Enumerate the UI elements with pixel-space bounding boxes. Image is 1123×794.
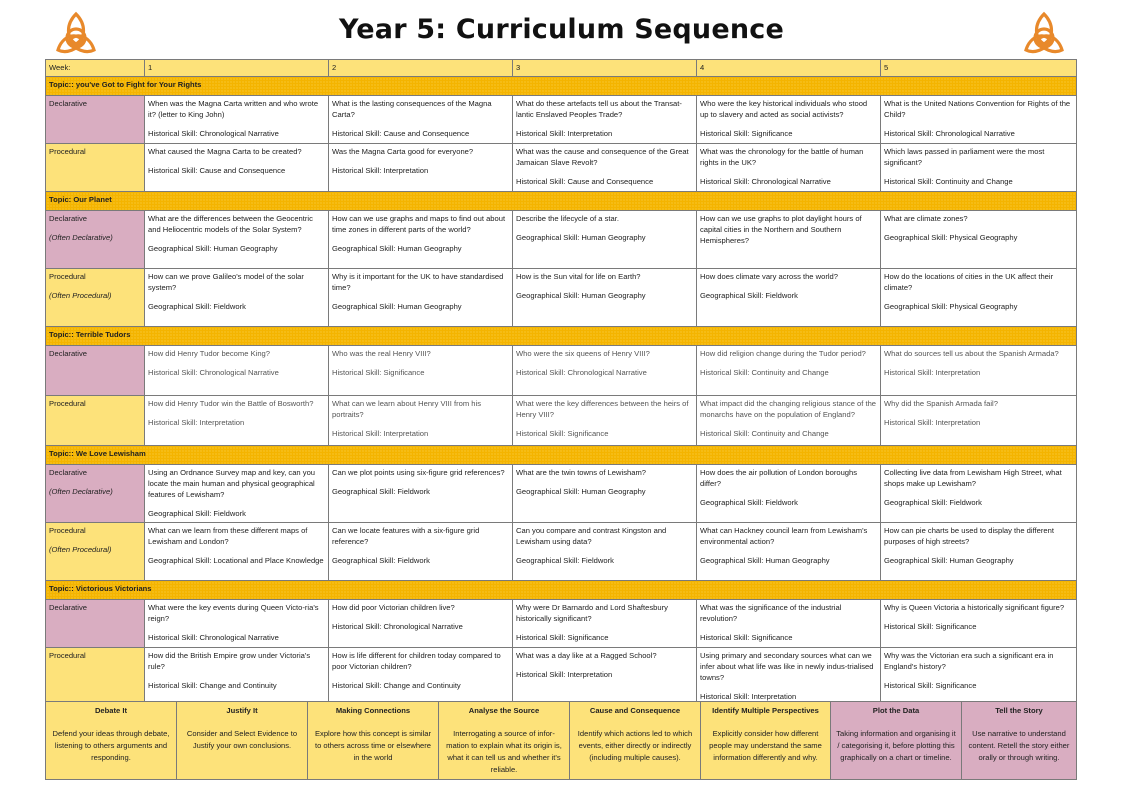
lesson-cell [697,96,881,144]
topic-bar [46,327,1077,346]
lesson-question: What was a day like at a Ragged School? [516,651,657,660]
lesson-question: What was the significance of the industrial revolution? [700,603,842,623]
lesson-skill: Geographical Skill: Fieldwork [332,487,430,496]
lesson-skill: Geographical Skill: Human Geography [516,487,646,496]
lesson-cell [513,465,697,523]
topic-title: Topic:: you've Got to Fight for Your Rights [46,77,1077,96]
lesson-question: What are the differences between the Geocentric and Heliocentric models of the Solar System? [148,214,313,234]
skill-name: Identify Multiple Perspectives [712,706,819,715]
lesson-row [46,269,1077,327]
lesson-skill: Geographical Skill: Fieldwork [332,556,430,565]
lesson-question: How did poor Victorian children live? [332,603,455,612]
lesson-skill: Geographical Skill: Human Geography [884,556,1014,565]
row-type-cell [46,523,145,581]
lesson-skill: Historical Skill: Change and Continuity [148,681,277,690]
lesson-question: Why is it important for the UK to have standardised time? [332,272,504,292]
skill-card [308,702,439,780]
skill-description: Use narrative to understand content. Retell the story either orally or through writing. [968,729,1070,762]
row-type-cell [46,96,145,144]
topic-bar [46,77,1077,96]
row-type-note: (Often Declarative) [49,233,113,242]
row-type-cell [46,648,145,705]
lesson-cell [513,600,697,648]
lesson-question: Which laws passed in parliament were the most significant? [884,147,1045,167]
lesson-cell [697,396,881,446]
skill-card [46,702,177,780]
lesson-question: What are climate zones? [884,214,968,223]
lesson-skill: Historical Skill: Interpretation [516,670,613,679]
skill-card [701,702,831,780]
lesson-question: How can pie charts be used to display the different purposes of high streets? [884,526,1054,546]
lesson-skill: Historical Skill: Significance [332,368,425,377]
lesson-cell [329,396,513,446]
lesson-cell [145,648,329,705]
lesson-cell [145,523,329,581]
row-type-label: Procedural [49,399,86,408]
skill-name: Analyse the Source [468,706,540,715]
lesson-skill: Historical Skill: Significance [700,633,793,642]
row-type-note: (Often Procedural) [49,291,112,300]
lesson-question: How is life different for children today compared to poor Victorian children? [332,651,501,671]
lesson-question: Why is Queen Victoria a historically significant figure? [884,603,1065,612]
skill-description: Interrogating a source of infor-mation to explain what its origin is, what it can tell us and whether it's reliable. [446,729,562,774]
week-number: 1 [145,60,329,77]
lesson-skill: Historical Skill: Continuity and Change [884,177,1013,186]
week-number: 5 [881,60,1077,77]
skill-card [570,702,701,780]
lesson-cell [329,465,513,523]
lesson-cell [513,144,697,192]
lesson-cell [697,211,881,269]
lesson-question: What was the cause and consequence of the Great Jamaican Slave Revolt? [516,147,689,167]
row-type-cell [46,346,145,396]
lesson-skill: Historical Skill: Cause and Consequence [148,166,286,175]
lesson-question: What were the key differences between the heirs of Henry VIII? [516,399,689,419]
lesson-question: Why were Dr Barnardo and Lord Shaftesbury historically significant? [516,603,668,623]
row-type-note: (Often Procedural) [49,545,112,554]
lesson-skill: Historical Skill: Interpretation [332,166,429,175]
lesson-skill: Geographical Skill: Fieldwork [148,509,246,518]
lesson-skill: Historical Skill: Chronological Narrative [884,129,1015,138]
row-type-label: Procedural [49,526,86,535]
lesson-cell [881,144,1077,192]
lesson-cell [329,211,513,269]
skill-description: Explicitly consider how different people may understand the same information differently and why. [709,729,822,762]
lesson-skill: Historical Skill: Interpretation [148,418,245,427]
row-type-label: Procedural [49,147,86,156]
week-number: 3 [513,60,697,77]
lesson-question: Collecting live data from Lewisham High Street, what shops make up Lewisham? [884,468,1062,488]
lesson-question: What can we learn from these different maps of Lewisham and London? [148,526,308,546]
lesson-question: What do these artefacts tell us about the Transat-lantic Enslaved Peoples Trade? [516,99,682,119]
lesson-skill: Historical Skill: Chronological Narrative [516,368,647,377]
lesson-question: When was the Magna Carta written and who wrote it? (letter to King John) [148,99,319,119]
lesson-skill: Geographical Skill: Fieldwork [700,291,798,300]
lesson-row [46,648,1077,705]
lesson-row [46,523,1077,581]
lesson-skill: Historical Skill: Chronological Narrative [332,622,463,631]
curriculum-table [45,59,1077,705]
skill-name: Justify It [226,706,258,715]
row-type-label: Declarative [49,349,87,358]
lesson-skill: Historical Skill: Chronological Narrative [700,177,831,186]
lesson-question: Who was the real Henry VIII? [332,349,431,358]
skill-name: Making Connections [335,706,411,715]
trinity-knot-logo-icon [1020,10,1068,58]
lesson-cell [697,523,881,581]
lesson-cell [881,465,1077,523]
lesson-row [46,144,1077,192]
lesson-cell [329,648,513,705]
lesson-cell [697,465,881,523]
row-type-cell [46,269,145,327]
lesson-cell [697,346,881,396]
row-type-cell [46,600,145,648]
lesson-question: How does the air pollution of London boroughs differ? [700,468,858,488]
lesson-skill: Historical Skill: Continuity and Change [700,429,829,438]
skill-card [831,702,962,780]
lesson-cell [881,269,1077,327]
lesson-cell [145,211,329,269]
lesson-skill: Geographical Skill: Fieldwork [884,498,982,507]
lesson-question: How can we use graphs to plot daylight hours of capital cities in the Northern and Southern Hemispheres? [700,214,862,245]
lesson-question: Who were the key historical individuals who stood up to slavery and acted as social activists? [700,99,868,119]
lesson-skill: Historical Skill: Interpretation [700,692,797,701]
lesson-skill: Historical Skill: Significance [884,681,977,690]
lesson-row [46,465,1077,523]
lesson-question: How did religion change during the Tudor period? [700,349,866,358]
lesson-question: How is the Sun vital for life on Earth? [516,272,641,281]
lesson-cell [145,465,329,523]
lesson-cell [145,346,329,396]
lesson-question: Can we plot points using six-figure grid references? [332,468,505,477]
lesson-question: How did Henry Tudor become King? [148,349,270,358]
lesson-cell [881,600,1077,648]
lesson-cell [513,346,697,396]
lesson-skill: Historical Skill: Interpretation [516,129,613,138]
topic-title: Topic:: Terrible Tudors [46,327,1077,346]
skill-card [962,702,1077,780]
row-type-cell [46,144,145,192]
lesson-question: Can you compare and contrast Kingston and Lewisham using data? [516,526,667,546]
lesson-skill: Historical Skill: Continuity and Change [700,368,829,377]
lesson-question: What is the lasting consequences of the Magna Carta? [332,99,492,119]
week-number: 2 [329,60,513,77]
lesson-skill: Historical Skill: Significance [516,429,609,438]
lesson-skill: Geographical Skill: Human Geography [516,291,646,300]
lesson-question: How did the British Empire grow under Victoria's rule? [148,651,311,671]
lesson-skill: Historical Skill: Significance [700,129,793,138]
lesson-skill: Geographical Skill: Physical Geography [884,302,1018,311]
topic-title: Topic:: We Love Lewisham [46,446,1077,465]
lesson-skill: Geographical Skill: Human Geography [700,556,830,565]
lesson-question: What impact did the changing religious stance of the monarchs have on the population of England? [700,399,877,419]
lesson-row [46,211,1077,269]
lesson-cell [145,396,329,446]
lesson-cell [145,96,329,144]
lesson-cell [881,523,1077,581]
week-number: 4 [697,60,881,77]
lesson-skill: Geographical Skill: Fieldwork [148,302,246,311]
lesson-skill: Historical Skill: Significance [884,622,977,631]
lesson-question: Why was the Victorian era such a significant era in England's history? [884,651,1054,671]
lesson-cell [329,269,513,327]
lesson-skill: Historical Skill: Chronological Narrative [148,633,279,642]
lesson-cell [881,96,1077,144]
week-header-row [46,60,1077,77]
topic-bar [46,446,1077,465]
topic-bar [46,192,1077,211]
lesson-cell [881,396,1077,446]
skill-description: Taking information and organising it / categorising it, before plotting this graphically on a chart or timeline. [836,729,956,762]
lesson-cell [513,396,697,446]
lesson-cell [329,523,513,581]
lesson-skill: Historical Skill: Cause and Consequence [516,177,654,186]
lesson-row [46,346,1077,396]
lesson-skill: Geographical Skill: Human Geography [516,233,646,242]
lesson-cell [881,346,1077,396]
lesson-skill: Historical Skill: Chronological Narrative [148,368,279,377]
row-type-label: Procedural [49,272,86,281]
lesson-skill: Historical Skill: Interpretation [884,418,981,427]
lesson-question: What do sources tell us about the Spanish Armada? [884,349,1059,358]
lesson-question: What are the twin towns of Lewisham? [516,468,646,477]
lesson-cell [329,96,513,144]
lesson-skill: Geographical Skill: Physical Geography [884,233,1018,242]
lesson-question: What can Hackney council learn from Lewisham's environmental action? [700,526,868,546]
lesson-question: How did Henry Tudor win the Battle of Bosworth? [148,399,314,408]
skill-card [439,702,570,780]
lesson-question: Who were the six queens of Henry VIII? [516,349,650,358]
lesson-question: What were the key events during Queen Victo-ria's reign? [148,603,319,623]
row-type-label: Procedural [49,651,86,660]
topic-title: Topic:: Victorious Victorians [46,581,1077,600]
lesson-cell [329,346,513,396]
row-type-cell [46,396,145,446]
lesson-skill: Historical Skill: Interpretation [884,368,981,377]
lesson-cell [881,211,1077,269]
topic-bar [46,581,1077,600]
lesson-cell [513,523,697,581]
lesson-question: How can we prove Galileo's model of the solar system? [148,272,304,292]
lesson-cell [145,600,329,648]
lesson-row [46,600,1077,648]
row-type-note: (Often Declarative) [49,487,113,496]
lesson-question: What is the United Nations Convention for Rights of the Child? [884,99,1071,119]
lesson-cell [881,648,1077,705]
lesson-row [46,396,1077,446]
topic-title: Topic: Our Planet [46,192,1077,211]
lesson-cell [513,269,697,327]
skill-card [177,702,308,780]
lesson-cell [329,600,513,648]
lesson-question: What caused the Magna Carta to be created? [148,147,302,156]
lesson-cell [697,144,881,192]
row-type-label: Declarative [49,99,87,108]
lesson-skill: Geographical Skill: Fieldwork [700,498,798,507]
lesson-cell [145,144,329,192]
skill-name: Plot the Data [872,706,920,715]
lesson-cell [697,269,881,327]
lesson-skill: Historical Skill: Interpretation [332,429,429,438]
skill-name: Debate It [94,706,128,715]
lesson-skill: Geographical Skill: Fieldwork [516,556,614,565]
skill-description: Defend your ideas through debate, listening to others arguments and responding. [52,729,170,762]
lesson-cell [513,648,697,705]
lesson-cell [513,96,697,144]
row-type-label: Declarative [49,603,87,612]
lesson-cell [697,648,881,705]
lesson-cell [329,144,513,192]
row-type-label: Declarative [49,468,87,477]
lesson-skill: Historical Skill: Change and Continuity [332,681,461,690]
lesson-cell [697,600,881,648]
lesson-question: Using primary and secondary sources what can we infer about what life was like in newly indus-trialised towns? [700,651,874,682]
lesson-skill: Historical Skill: Cause and Consequence [332,129,470,138]
lesson-question: Describe the lifecycle of a star. [516,214,619,223]
skill-name: Tell the Story [995,706,1043,715]
week-label: Week: [46,60,145,77]
row-type-cell [46,465,145,523]
skill-description: Identify which actions led to which events, either directly or indirectly (including multiple causes). [577,729,693,762]
row-type-cell [46,211,145,269]
lesson-question: How does climate vary across the world? [700,272,839,281]
trinity-knot-logo-icon [52,10,100,58]
lesson-cell [513,211,697,269]
lesson-skill: Geographical Skill: Human Geography [332,244,462,253]
skills-key-table [45,701,1077,780]
lesson-question: How do the locations of cities in the UK affect their climate? [884,272,1054,292]
lesson-question: Was the Magna Carta good for everyone? [332,147,474,156]
lesson-question: Why did the Spanish Armada fail? [884,399,998,408]
lesson-skill: Historical Skill: Significance [516,633,609,642]
lesson-cell [145,269,329,327]
lesson-question: How can we use graphs and maps to find out about time zones in different parts of the world? [332,214,506,234]
lesson-skill: Geographical Skill: Human Geography [148,244,278,253]
skill-description: Explore how this concept is similar to others across time or elsewhere in the world [314,729,432,762]
skill-name: Cause and Consequence [589,706,681,715]
lesson-question: What was the chronology for the battle of human rights in the UK? [700,147,864,167]
page-title: Year 5: Curriculum Sequence [338,14,785,45]
lesson-question: Can we locate features with a six-figure grid reference? [332,526,480,546]
lesson-skill: Geographical Skill: Human Geography [332,302,462,311]
lesson-row [46,96,1077,144]
lesson-question: Using an Ordnance Survey map and key, can you locate the main human and physical geographical features of Lewisham? [148,468,316,499]
lesson-skill: Geographical Skill: Locational and Place Knowledge [148,556,324,565]
row-type-label: Declarative [49,214,87,223]
skill-description: Consider and Select Evidence to Justify your own conclusions. [186,729,298,750]
lesson-question: What can we learn about Henry VIII from his portraits? [332,399,481,419]
lesson-skill: Historical Skill: Chronological Narrative [148,129,279,138]
